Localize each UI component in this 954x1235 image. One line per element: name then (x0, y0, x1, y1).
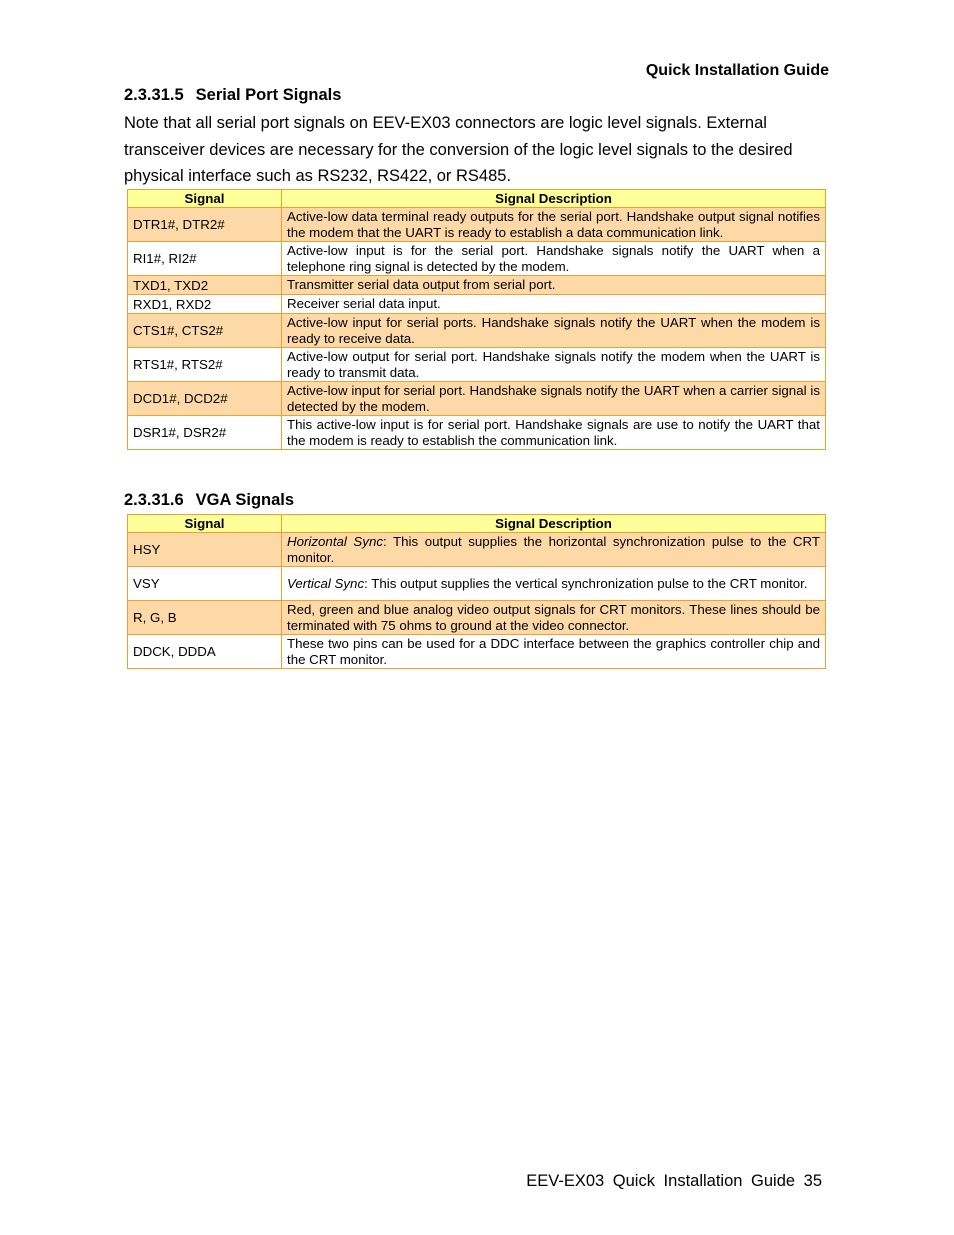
signal-cell: HSY (128, 533, 282, 567)
column-header-signal: Signal (128, 515, 282, 533)
signal-cell: RXD1, RXD2 (128, 295, 282, 314)
table-row (128, 533, 826, 567)
section-number: 2.3.31.5 (124, 86, 184, 104)
term-italic: Horizontal Sync (287, 533, 383, 549)
signal-cell: DCD1#, DCD2# (128, 382, 282, 416)
description-cell: Red, green and blue analog video output signals for CRT monitors. These lines should be terminated with 75 ohms to ground at the video connector. (282, 601, 826, 635)
running-header: Quick Installation Guide (645, 62, 829, 79)
vga-signals-table (127, 514, 826, 669)
signal-cell: DTR1#, DTR2# (128, 208, 282, 242)
signal-cell: CTS1#, CTS2# (128, 314, 282, 348)
description-cell: Active-low data terminal ready outputs for the serial port. Handshake output signal notifies the modem that the UART is ready to establish a data communication link. (282, 208, 826, 242)
section-title: VGA Signals (195, 491, 295, 509)
column-header-description: Signal Description (282, 190, 826, 208)
table-row (128, 348, 826, 382)
signal-cell: RTS1#, RTS2# (128, 348, 282, 382)
description-cell: Receiver serial data input. (282, 295, 826, 314)
description-cell (282, 533, 826, 567)
section-title: Serial Port Signals (195, 86, 342, 104)
serial-intro-paragraph: Note that all serial port signals on EEV-EX03 connectors are logic level signals. External transceiver devices are necessary for the conversion of the logic level signals to the desired physical interface such as RS232, RS422, or RS485. (124, 114, 793, 185)
section-number: 2.3.31.6 (124, 491, 184, 509)
table-row (128, 601, 826, 635)
signal-cell: R, G, B (128, 601, 282, 635)
description-cell: These two pins can be used for a DDC interface between the graphics controller chip and the CRT monitor. (282, 635, 826, 669)
description-cell: Transmitter serial data output from serial port. (282, 276, 826, 295)
table-row (128, 416, 826, 450)
term-italic: Vertical Sync (287, 575, 365, 591)
signal-cell: VSY (128, 567, 282, 601)
serial-signals-table (127, 189, 826, 450)
description-cell: Active-low input for serial port. Handshake signals notify the UART when a carrier signal is detected by the modem. (282, 382, 826, 416)
table-row (128, 208, 826, 242)
description-cell: Active-low input is for the serial port. Handshake signals notify the UART when a telephone ring signal is detected by the modem. (282, 242, 826, 276)
column-header-description: Signal Description (282, 515, 826, 533)
table-row (128, 635, 826, 669)
description-cell (282, 567, 826, 601)
signal-cell: DSR1#, DSR2# (128, 416, 282, 450)
table-row (128, 276, 826, 295)
description-cell: This active-low input is for serial port. Handshake signals are use to notify the UART that the modem is ready to establish the communication link. (282, 416, 826, 450)
page-footer: EEV-EX03 Quick Installation Guide 35 (526, 1172, 822, 1190)
table-row (128, 295, 826, 314)
signal-cell: TXD1, TXD2 (128, 276, 282, 295)
description-text: : This output supplies the vertical synchronization pulse to the CRT monitor. (364, 575, 808, 591)
table-row (128, 567, 826, 601)
vga-section-heading (124, 491, 294, 510)
description-cell: Active-low input for serial ports. Handshake signals notify the UART when the modem is ready to receive data. (282, 314, 826, 348)
description-text: : This output supplies the horizontal synchronization pulse to the CRT monitor. (287, 533, 820, 565)
description-cell: Active-low output for serial port. Handshake signals notify the modem when the UART is ready to transmit data. (282, 348, 826, 382)
signal-cell: RI1#, RI2# (128, 242, 282, 276)
signal-cell: DDCK, DDDA (128, 635, 282, 669)
column-header-signal: Signal (128, 190, 282, 208)
table-row (128, 242, 826, 276)
serial-section-heading (124, 86, 341, 105)
table-row (128, 382, 826, 416)
table-row (128, 314, 826, 348)
